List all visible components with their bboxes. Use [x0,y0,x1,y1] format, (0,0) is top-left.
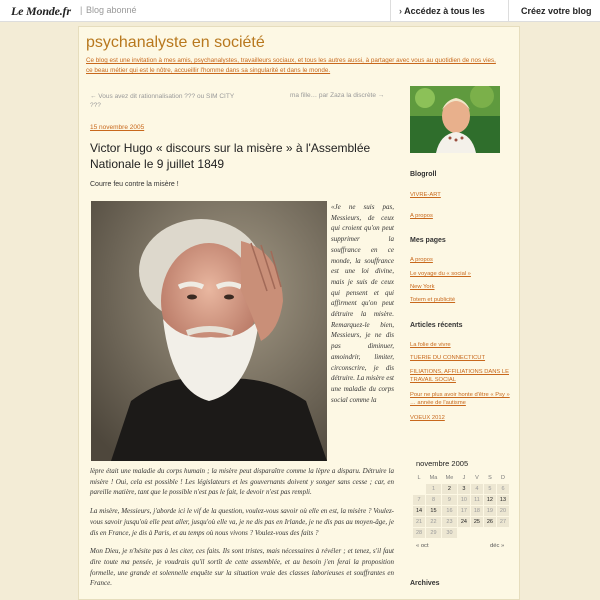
all-blogs-label: Accédez à tous les [404,6,485,16]
calendar-day: 17 [458,506,470,516]
logo-separator: | [80,5,83,15]
calendar-day: 28 [413,528,425,538]
calendar-day[interactable]: 14 [413,506,425,516]
calendar-day: 29 [426,528,441,538]
calendar-day[interactable]: 26 [484,517,496,527]
recent-article-link[interactable]: Pour ne plus avoir honte d'être « Psy » … année de l'autisme [410,392,510,406]
calendar-weekday: D [500,475,505,481]
calendar-empty-cell [413,484,425,494]
prev-post-link[interactable]: ← Vous avez dit rationnalisation ??? ou SIM CITY ??? [90,93,235,109]
recent-article-link[interactable]: FILIATIONS, AFFILIATIONS DANS LE TRAVAIL SOCIAL [410,369,509,383]
calendar-day[interactable]: 15 [426,506,441,516]
recent-articles-heading: Articles récents [410,322,463,329]
blog-title[interactable]: psychanalyste en société [86,34,265,51]
calendar-day: 21 [413,517,425,527]
calendar-weekday: S [488,475,492,481]
top-bar [0,0,600,22]
calendar-day: 5 [484,484,496,494]
blogroll-link[interactable]: VIVRE-ART [410,192,441,198]
all-blogs-link[interactable] [390,0,508,22]
blog-type-label: Blog abonné [86,5,137,15]
calendar-grid [412,472,510,539]
page-link[interactable]: Totem et publicité [410,297,456,303]
calendar-weekday: Ma [429,475,438,481]
blogroll-heading: Blogroll [410,171,437,178]
post-date[interactable]: 15 novembre 2005 [90,124,145,131]
calendar-day: 7 [413,495,425,505]
calendar-day: 20 [497,506,509,516]
calendar-day: 22 [426,517,441,527]
calendar-empty-cell [458,528,470,538]
calendar-empty-cell [484,528,496,538]
lemonde-logo[interactable]: Le Monde.fr [11,4,71,18]
pages-heading: Mes pages [410,237,446,244]
arrow-right-icon: › [399,6,405,16]
calendar-weekday: V [475,475,479,481]
recent-article-link[interactable]: VOEUX 2012 [410,415,445,421]
portrait-image [91,201,327,461]
calendar-day: 27 [497,517,509,527]
calendar-day: 9 [442,495,457,505]
calendar [412,459,510,553]
calendar-day: 4 [471,484,483,494]
quote-side-text: «Je ne suis pas, Messieurs, de ceux qui croient qu'on peut supprimer la souffrance en ce monde, la souffrance est une loi divine, mais je suis de ceux qui pensent et qui affirment qu'on peut détruire la misère. Remarquez-le bien, Messieurs, je ne dis pas diminuer, amoindrir, limiter, circonscrire, je dis détruire. La misère est une maladie du corps social comme la [331,203,394,404]
calendar-day[interactable]: 24 [458,517,470,527]
calendar-prev-link[interactable]: « oct [416,543,429,549]
calendar-next-link[interactable]: déc » [490,543,505,549]
calendar-weekday: J [462,475,466,481]
page-link[interactable]: Le voyage du « social » [410,271,471,277]
calendar-title: novembre 2005 [416,459,469,468]
calendar-day[interactable]: 12 [484,495,496,505]
next-post-link[interactable]: ma fille… par Zaza la discrète → [290,92,385,99]
calendar-empty-cell [471,528,483,538]
recent-article-link[interactable]: La folie de vivre [410,342,451,348]
quote-paragraph: Mon Dieu, je n'hésite pas à les citer, ces faits. Ils sont tristes, mais nécessaires à révéler ; et tenez, s'il faut dire toute ma pensée, je voudrais qu'il sortît de cette assemblée, et au besoin j'en ferai la proposition formelle, une grande et solennelle enquête sur la situation vraie des classes laborieuses et souffrantes en France. [90,547,394,588]
calendar-day: 18 [471,506,483,516]
archives-heading: Archives [410,580,440,587]
calendar-day: 23 [442,517,457,527]
page-link[interactable]: New York [410,284,435,290]
blogroll-link[interactable]: A propos [410,213,433,219]
post-title: Victor Hugo « discours sur la misère » à l'Assemblée Nationale le 9 juillet 1849 [90,141,371,171]
calendar-day: 19 [484,506,496,516]
calendar-weekday: Me [445,475,454,481]
calendar-weekday: L [417,475,421,481]
quote-paragraph: La misère, Messieurs, j'aborde ici le vif de la question, voulez-vous savoir où elle en est, la misère ? Voulez-vous savoir jusqu'où elle peut aller, jusqu'où elle va, je ne dis pas en Irlande, je ne dis pas au moyen-âge, je dis en France, je dis à Paris, et au temps où nous vivons ? Voulez-vous des faits ? [90,507,394,537]
page-link[interactable]: A propos [410,257,433,263]
calendar-day: 6 [497,484,509,494]
calendar-day: 10 [458,495,470,505]
blog-description[interactable]: Ce blog est une invitation à mes amis, psychanalystes, travailleurs sociaux, et tous les autres aussi, à partager avec vous au quotidien de nos vies, ce beau métier qui est le nôtre, accueillir l'homme dans sa singularité et dans le monde. [86,57,496,74]
victor-hugo-portrait [91,201,327,461]
calendar-day[interactable]: 2 [442,484,457,494]
calendar-day: 1 [426,484,441,494]
calendar-day: 16 [442,506,457,516]
calendar-day[interactable]: 25 [471,517,483,527]
avatar-image [410,86,500,153]
quote-paragraph: lèpre était une maladie du corps humain ; la misère peut disparaître comme la lèpre a disparu. Détruire la misère ! Oui, cela est possible ! Les législateurs et les gouvernants doivent y songer sans cesse ; car, en pareille matière, tant que le possible n'est pas le fait, le devoir n'est pas rempli. [90,467,394,497]
create-blog-link[interactable]: Créez votre blog [508,0,600,22]
quote-body [90,466,394,597]
calendar-empty-cell [497,528,509,538]
recent-article-link[interactable]: TUERIE DU CONNECTICUT [410,355,486,361]
author-avatar[interactable] [410,86,500,153]
calendar-day: 8 [426,495,441,505]
calendar-day: 30 [442,528,457,538]
calendar-day[interactable]: 13 [497,495,509,505]
calendar-day: 11 [471,495,483,505]
calendar-day[interactable]: 3 [458,484,470,494]
post-intro: Courre feu contre la misère ! [90,181,179,188]
